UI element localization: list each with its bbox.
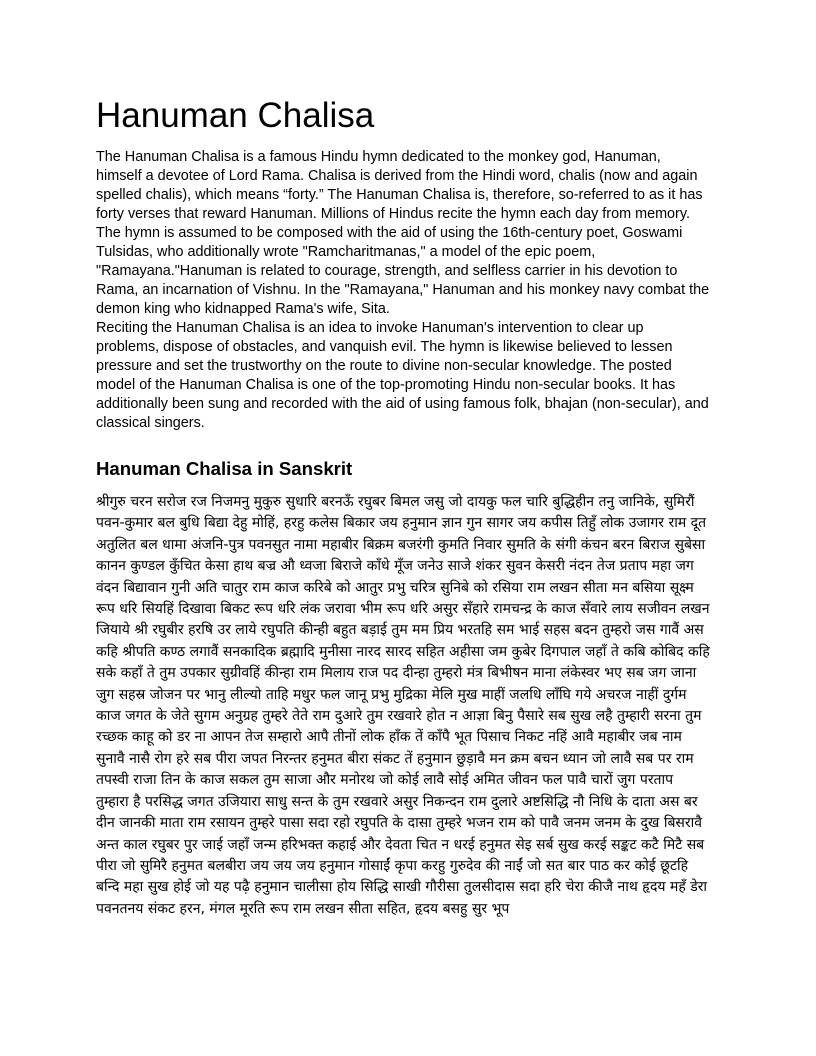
intro-paragraph: The Hanuman Chalisa is a famous Hindu hymn dedicated to the monkey god, Hanuman, himself a devotee of Lord Rama. Chalisa is derived from the Hindi word, chalis (now and again spelled chalis), which means “forty.” The Hanuman Chalisa is, therefore, so-referred to as it has forty verses that reward Hanuman. Millions of Hindus recite the hymn each day from memory. The hymn is assumed to be composed with the aid of using the 16th-century poet, Goswami Tulsidas, who additionally wrote "Ramcharitmanas," a model of the epic poem, "Ramayana."Hanuman is related to courage, strength, and selfless carrier in his devotion to Rama, an incarnation of Vishnu. In the "Ramayana," Hanuman and his monkey navy combat the demon king who kidnapped Rama's wife, Sita. — [96, 149, 710, 317]
section-heading: Hanuman Chalisa in Sanskrit — [96, 458, 353, 479]
second-paragraph: Reciting the Hanuman Chalisa is an idea to invoke Hanuman's intervention to clear up problems, dispose of obstacles, and vanquish evil. The hymn is likewise believed to lessen pressure and set the trustworthy on the route to divine non-secular knowledge. The posted model of the Hanuman Chalisa is one of the top-promoting Hindu non-secular books. It has additionally been sung and recorded with the aid of using famous folk, bhajan (non-secular), and classical singers. — [96, 320, 709, 431]
page-title: Hanuman Chalisa — [96, 96, 375, 135]
sanskrit-verses: श्रीगुरु चरन सरोज रज निजमनु मुकुरु सुधारि बरनऊँ रघुबर बिमल जसु जो दायकु फल चारि बुद्धिहीन तनु जानिके, सुमिरौं पवन-कुमार बल बुधि बिद्या देहु मोहिं, हरहु कलेस बिकार जय हनुमान ज्ञान गुन सागर जय कपीस तिहुँ लोक उजागर राम दूत अतुलित बल धामा अंजनि-पुत्र पवनसुत नामा महाबीर बिक्रम बजरंगी कुमति निवार सुमति के संगी कंचन बरन बिराज सुबेसा कानन कुण्डल कुँचित केसा हाथ बज्र औ ध्वजा बिराजे काँधे मूँज जनेउ साजे शंकर सुवन केसरी नंदन तेज प्रताप महा जग वंदन बिद्यावान गुनी अति चातुर राम काज करिबे को आतुर प्रभु चरित्र सुनिबे को रसिया राम लखन सीता मन बसिया सूक्ष्म रूप धरि सियहिं दिखावा बिकट रूप धरि लंक जरावा भीम रूप धरि असुर सँहारे रामचन्द्र के काज सँवारे लाय सजीवन लखन जियाये श्री रघुबीर हरषि उर लाये रघुपति कीन्ही बहुत बड़ाई तुम मम प्रिय भरतहि सम भाई सहस बदन तुम्हरो जस गावैं अस कहि श्रीपति कण्ठ लगावैं सनकादिक ब्रह्मादि मुनीसा नारद सारद सहित अहीसा जम कुबेर दिगपाल जहाँ ते कबि कोबिद कहि सके कहाँ ते तुम उपकार सुग्रीवहिं कीन्हा राम मिलाय राज पद दीन्हा तुम्हरो मंत्र बिभीषन माना लंकेस्वर भए सब जग जाना जुग सहस्र जोजन पर भानु लील्यो ताहि मधुर फल जानू प्रभु मुद्रिका मेलि मुख माहीं जलधि लाँघि गये अचरज नाहीं दुर्गम काज जगत के जेते सुगम अनुग्रह तुम्हरे तेते राम दुआरे तुम रखवारे होत न आज्ञा बिनु पैसारे सब सुख लहै तुम्हारी सरना तुम रच्छक काहू को डर ना आपन तेज सम्हारो आपै तीनों लोक हाँक तें काँपै भूत पिसाच निकट नहिं आवै महाबीर जब नाम सुनावै नासै रोग हरे सब पीरा जपत निरन्तर हनुमत बीरा संकट तें हनुमान छुड़ावै मन क्रम बचन ध्यान जो लावै सब पर राम तपस्वी राजा तिन के काज सकल तुम साजा और मनोरथ जो कोई लावै सोई अमित जीवन फल पावै चारों जुग परताप तुम्हारा है परसिद्ध जगत उजियारा साधु सन्त के तुम रखवारे असुर निकन्दन राम दुलारे अष्टसिद्धि नौ निधि के दाता अस बर दीन जानकी माता राम रसायन तुम्हरे पासा सदा रहो रघुपति के दासा तुम्हरे भजन राम को पावै जनम जनम के दुख बिसरावै अन्त काल रघुबर पुर जाई जहाँ जन्म हरिभक्त कहाई और देवता चित न धरई हनुमत सेइ सर्ब सुख करई सङ्कट कटै मिटै सब पीरा जो सुमिरै हनुमत बलबीरा जय जय जय हनुमान गोसाईं कृपा करहु गुरुदेव की नाईं जो सत बार पाठ कर कोई छूटहि बन्दि महा सुख होई जो यह पढ़ै हनुमान चालीसा होय सिद्धि साखी गौरीसा तुलसीदास सदा हरि चेरा कीजै नाथ हृदय महँ डेरा पवनतनय संकट हरन, मंगल मूरति रूप राम लखन सीता सहित, हृदय बसहु सुर भूप — [96, 494, 710, 917]
document-page — [96, 96, 710, 920]
